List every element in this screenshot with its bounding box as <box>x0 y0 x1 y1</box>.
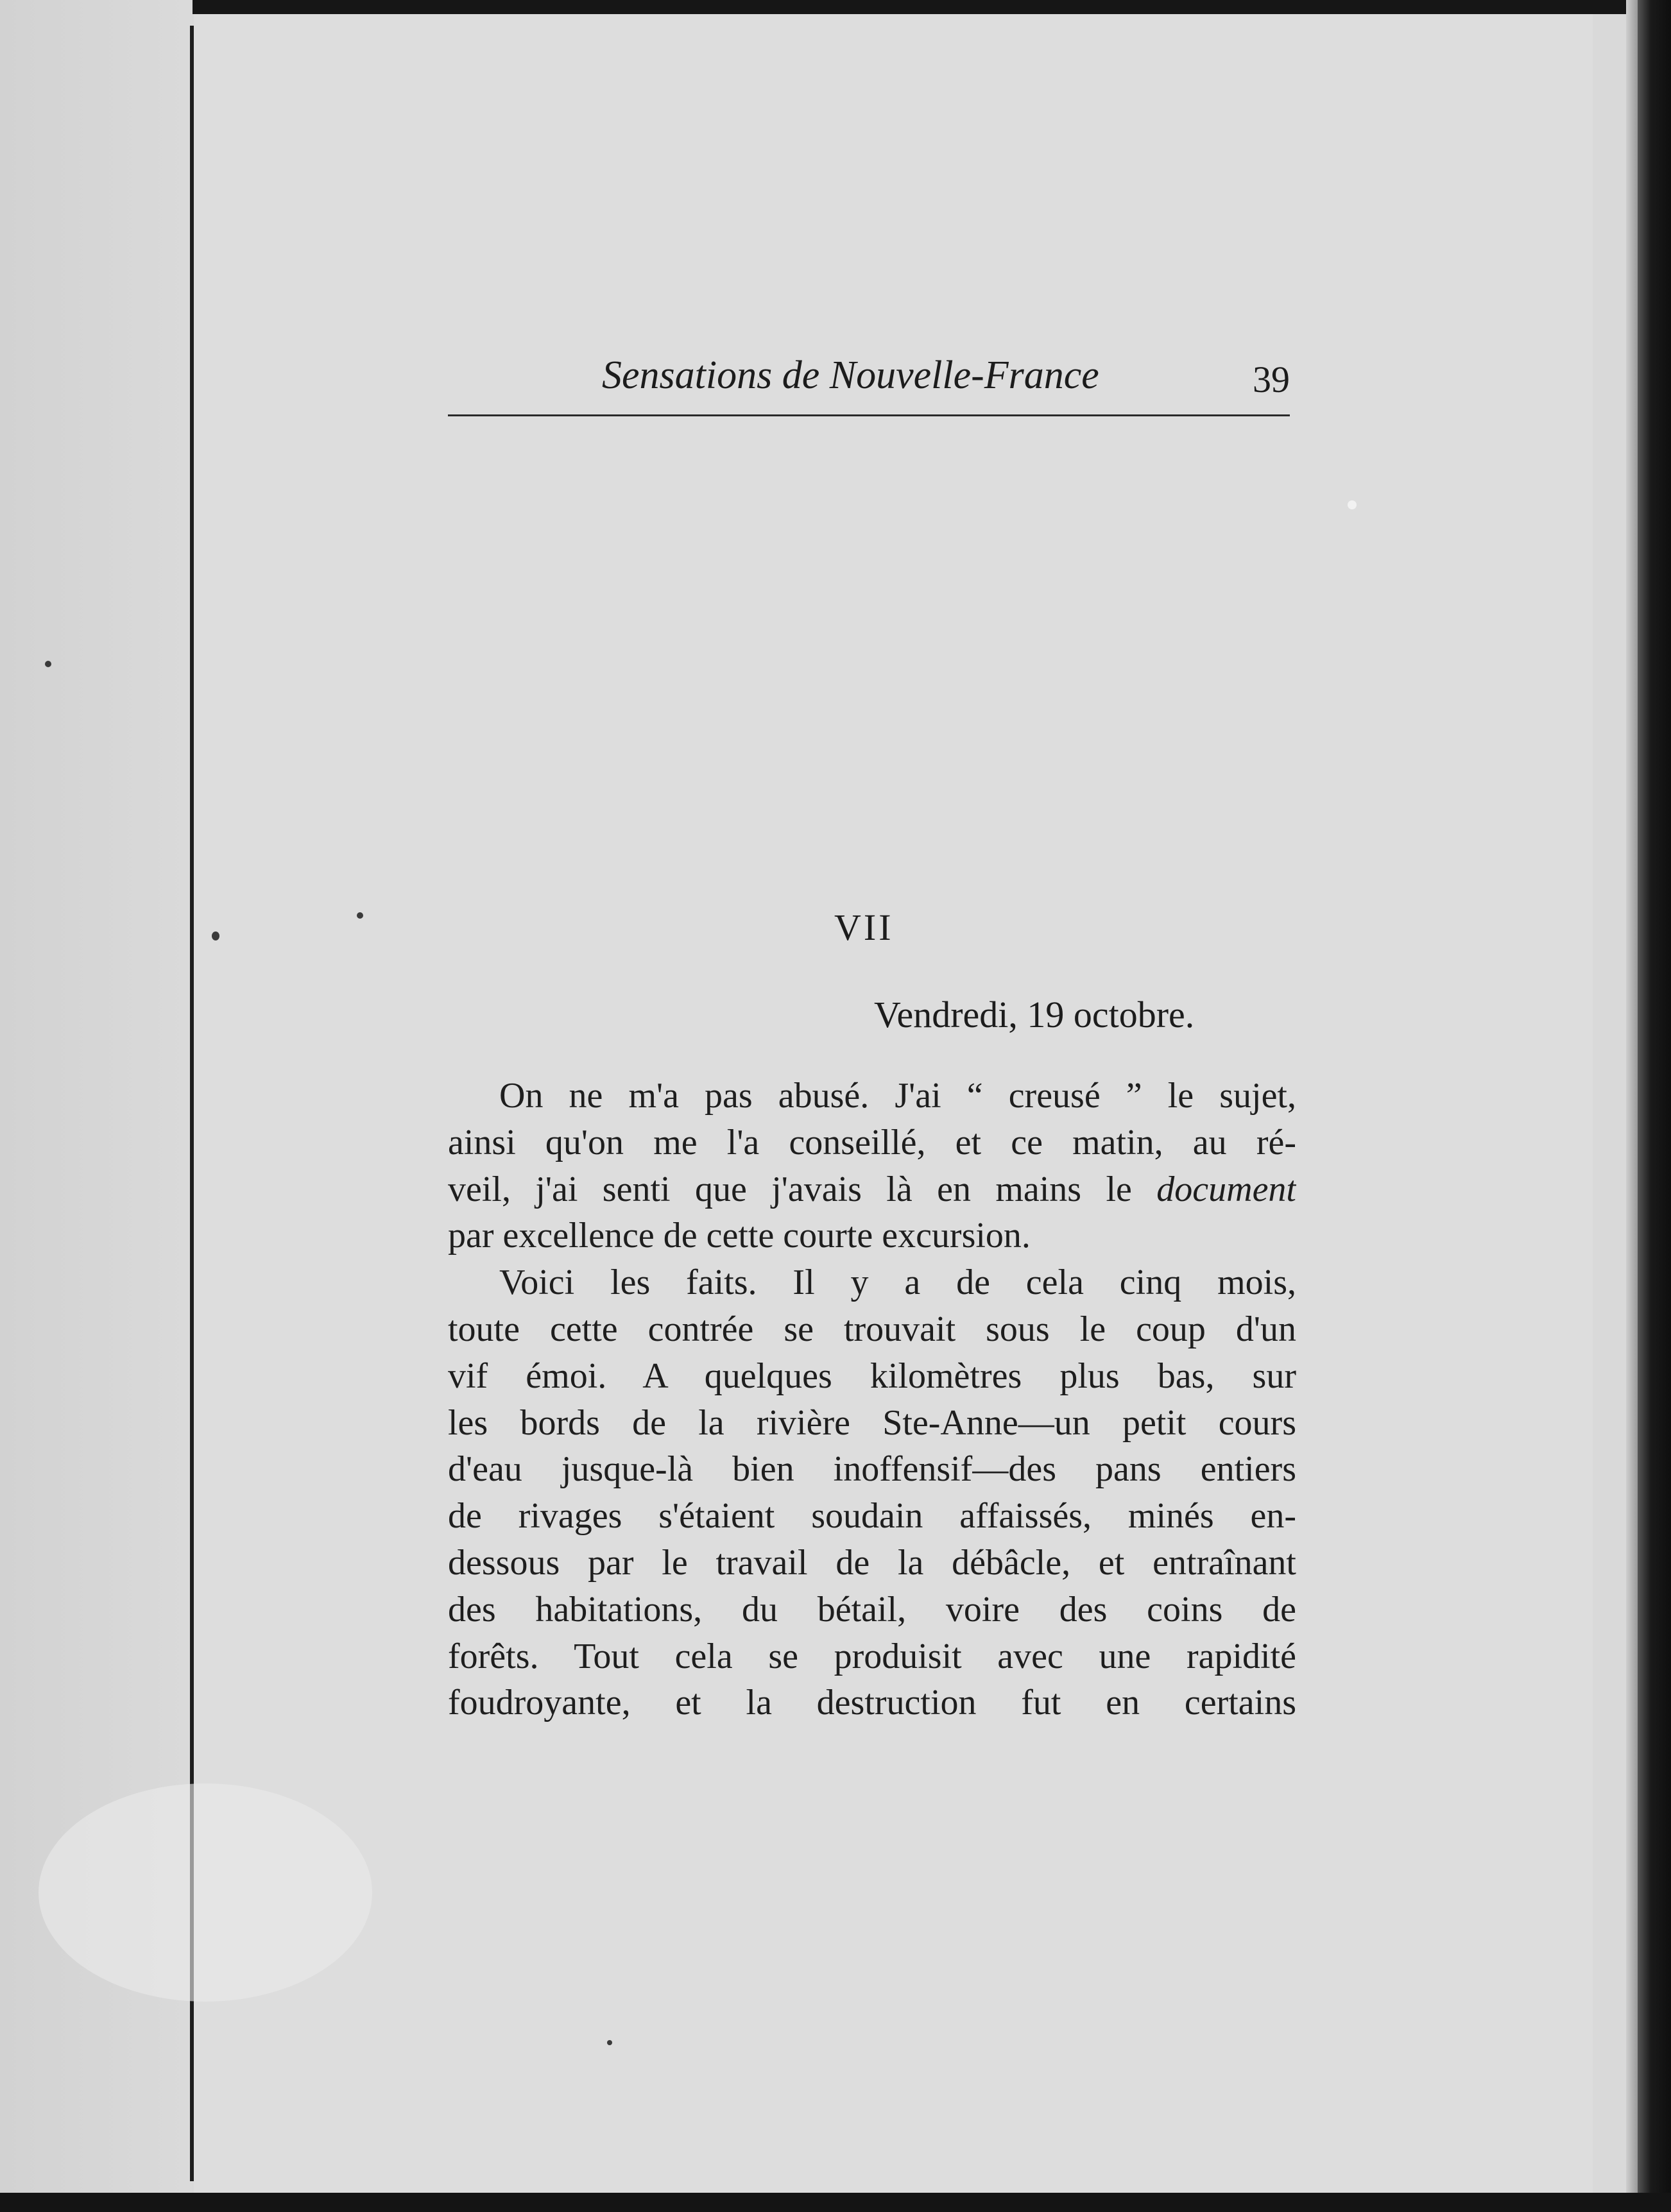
dust-speck <box>607 2040 612 2045</box>
text-line: les bords de la rivière Ste-Anne—un petit cours <box>448 1402 1296 1443</box>
emphasis: document <box>1156 1169 1296 1209</box>
scan-right-edge <box>1638 0 1671 2212</box>
text-line: dessous par le travail de la débâcle, et entraînant <box>448 1542 1296 1583</box>
page-number: 39 <box>1253 359 1290 400</box>
page-header <box>448 340 1290 417</box>
text-line: des habitations, du bétail, voire des coins de <box>448 1589 1296 1629</box>
text-line: forêts. Tout cela se produisit avec une rapidité <box>448 1636 1296 1676</box>
scan-top-edge <box>0 0 1671 14</box>
scan-bottom-edge <box>0 2193 1671 2212</box>
text-line: Voici les faits. Il y a de cela cinq mois, <box>499 1263 1296 1303</box>
chapter-dateline: Vendredi, 19 octobre. <box>874 994 1195 1035</box>
text-line: d'eau jusque-là bien inoffensif—des pans entiers <box>448 1449 1296 1490</box>
chapter-number: VII <box>834 906 894 948</box>
page-edge <box>1626 0 1638 2212</box>
header-rule <box>448 414 1290 416</box>
text-line: de rivages s'étaient soudain affaissés, minés en- <box>448 1496 1296 1536</box>
page-stain <box>39 1783 372 2002</box>
text-line: ainsi qu'on me l'a conseillé, et ce matin, au ré- <box>448 1122 1296 1162</box>
text-line: On ne m'a pas abusé. J'ai “ creusé ” le sujet, <box>499 1076 1296 1116</box>
body-text <box>448 1073 1296 1726</box>
text-line: toute cette contrée se trouvait sous le coup d'un <box>448 1309 1296 1349</box>
running-title: Sensations de Nouvelle-France <box>602 353 1099 397</box>
dust-speck <box>212 932 219 940</box>
text-line: foudroyante, et la destruction fut en certains <box>448 1683 1296 1723</box>
text-line: vif émoi. A quelques kilomètres plus bas, sur <box>448 1356 1296 1396</box>
dust-speck <box>45 661 51 667</box>
text-line: par excellence de cette courte excursion. <box>448 1216 1031 1256</box>
dust-speck <box>357 912 363 919</box>
text-line: veil, j'ai senti que j'avais là en mains le document <box>448 1169 1296 1209</box>
dust-speck <box>1348 500 1357 509</box>
